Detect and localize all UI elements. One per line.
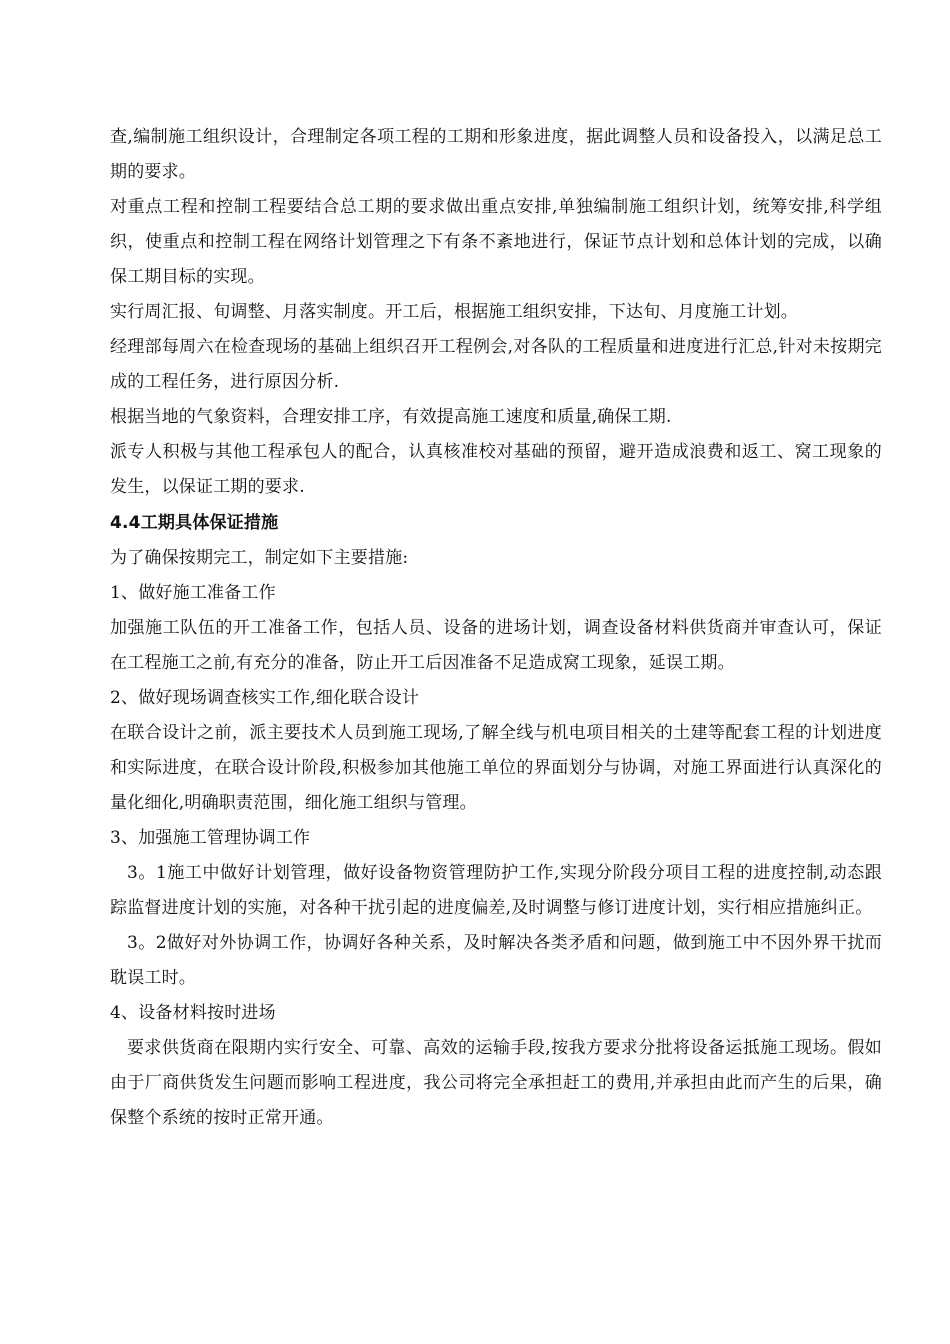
item-1-body: 加强施工队伍的开工准备工作，包括人员、设备的进场计划，调查设备材料供货商并审查认可，保证在工程施工之前,有充分的准备，防止开工后因准备不足造成窝工现象，延误工期。 [110, 618, 882, 673]
item-1-title: 1、做好施工准备工作 [110, 583, 276, 603]
section-heading: 4.4工期具体保证措施 [110, 513, 279, 533]
paragraph-schedule-planning: 查,编制施工组织设计，合理制定各项工程的工期和形象进度，据此调整人员和设备投入，以满足总工期的要求。 [110, 127, 882, 182]
item-4-body: 要求供货商在限期内实行安全、可靠、高效的运输手段,按我方要求分批将设备运抵施工现场。假如由于厂商供货发生问题而影响工程进度，我公司将完全承担赶工的费用,并承担由此而产生的后果，确保整个系统的按时正常开通。 [110, 1038, 882, 1128]
paragraph-weather: 根据当地的气象资料，合理安排工序，有效提高施工速度和质量,确保工期. [110, 407, 672, 427]
paragraph-reporting-system: 实行周汇报、旬调整、月落实制度。开工后，根据施工组织安排，下达旬、月度施工计划。 [110, 302, 798, 322]
item-3-2-body: 3。2做好对外协调工作，协调好各种关系，及时解决各类矛盾和问题，做到施工中不因外界干扰而耽误工时。 [110, 933, 882, 988]
paragraph-key-works: 对重点工程和控制工程要结合总工期的要求做出重点安排,单独编制施工组织计划，统筹安排,科学组织，使重点和控制工程在网络计划管理之下有条不紊地进行，保证节点计划和总体计划的完成，以确保工期目标的实现。 [110, 197, 882, 287]
item-4-title: 4、设备材料按时进场 [110, 1003, 276, 1023]
paragraph-coordination: 派专人积极与其他工程承包人的配合，认真核准校对基础的预留，避开造成浪费和返工、窝工现象的发生，以保证工期的要求. [110, 442, 882, 497]
paragraph-weekly-meeting: 经理部每周六在检查现场的基础上组织召开工程例会,对各队的工程质量和进度进行汇总,针对未按期完成的工程任务，进行原因分析. [110, 337, 882, 392]
section-intro: 为了确保按期完工，制定如下主要措施: [110, 548, 409, 568]
item-2-body: 在联合设计之前，派主要技术人员到施工现场,了解全线与机电项目相关的土建等配套工程的计划进度和实际进度，在联合设计阶段,积极参加其他施工单位的界面划分与协调，对施工界面进行认真深化的量化细化,明确职责范围，细化施工组织与管理。 [110, 723, 882, 813]
item-2-title: 2、做好现场调查核实工作,细化联合设计 [110, 688, 420, 708]
item-3-1-body: 3。1施工中做好计划管理，做好设备物资管理防护工作,实现分阶段分项目工程的进度控制,动态跟踪监督进度计划的实施，对各种干扰引起的进度偏差,及时调整与修订进度计划，实行相应措施纠正。 [110, 863, 882, 918]
item-3-title: 3、加强施工管理协调工作 [110, 828, 311, 848]
document-page [110, 120, 882, 1136]
